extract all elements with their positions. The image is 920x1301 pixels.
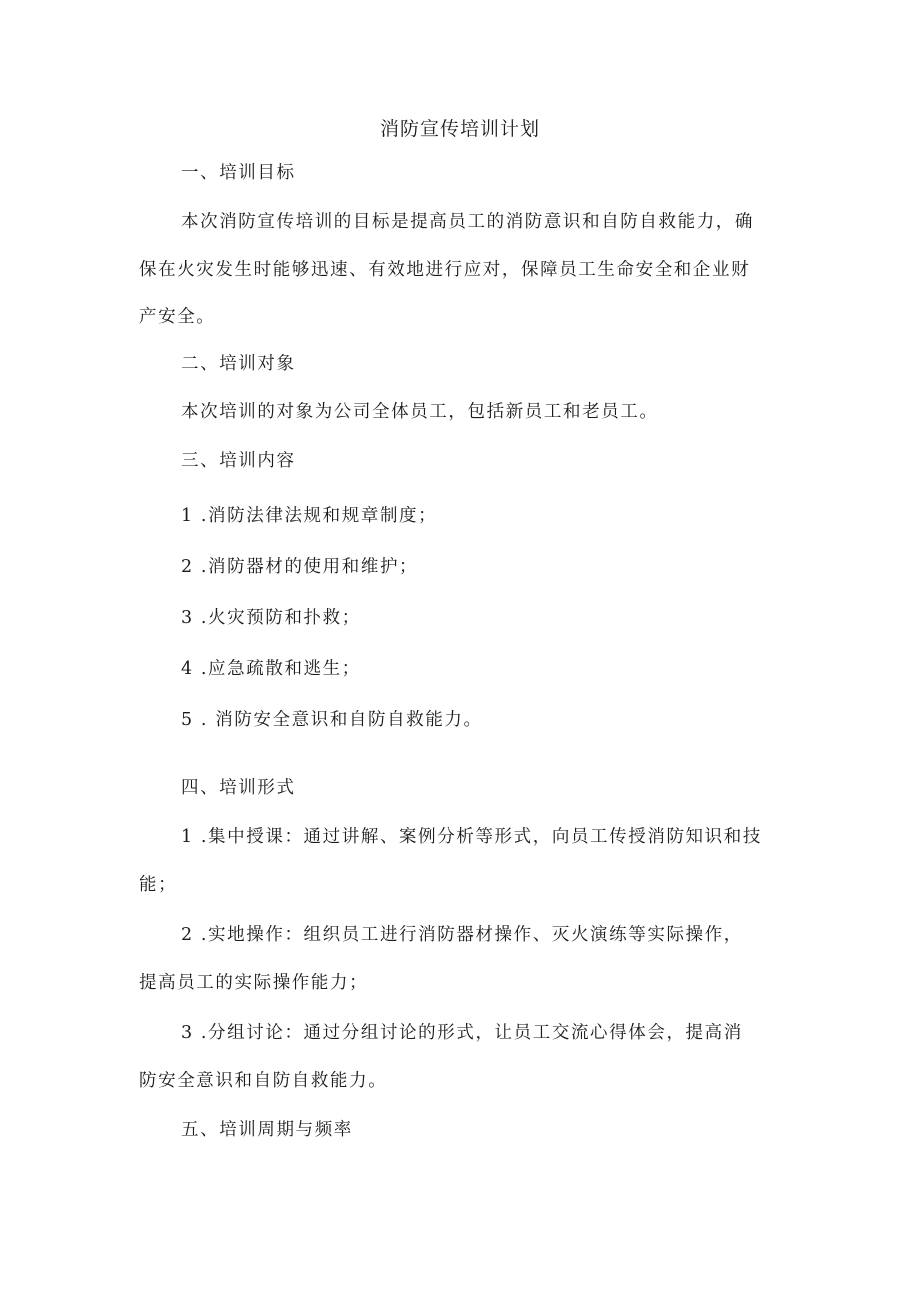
list-item: 2 .实地操作：组织员工进行消防器材操作、灭火演练等实际操作， (181, 925, 743, 945)
document-title: 消防宣传培训计划 (379, 118, 540, 140)
paragraph-line: 产安全。 (139, 307, 216, 327)
section-heading-audience: 二、培训对象 (181, 354, 296, 374)
list-item: 3 .分组讨论：通过分组讨论的形式，让员工交流心得体会，提高消 (181, 1023, 743, 1043)
list-item: 1 .消防法律法规和规章制度； (181, 506, 438, 526)
section-heading-schedule: 五、培训周期与频率 (181, 1120, 353, 1140)
list-item-continuation: 能； (139, 875, 178, 895)
list-item-continuation: 防安全意识和自防自救能力。 (139, 1071, 388, 1091)
list-item: 1 .集中授课：通过讲解、案例分析等形式，向员工传授消防知识和技 (181, 827, 762, 847)
section-heading-content: 三、培训内容 (181, 451, 296, 471)
section-heading-format: 四、培训形式 (181, 778, 296, 798)
list-item-continuation: 提高员工的实际操作能力； (139, 973, 369, 993)
list-item: 2 .消防器材的使用和维护； (181, 557, 419, 577)
list-item: 4 .应急疏散和逃生； (181, 659, 361, 679)
list-item: 5 . 消防安全意识和自防自救能力。 (181, 710, 483, 730)
paragraph-line: 本次消防宣传培训的目标是提高员工的消防意识和自防自救能力，确 (181, 212, 754, 232)
section-heading-goal: 一、培训目标 (181, 163, 296, 183)
list-item: 3 .火灾预防和扑救； (181, 608, 361, 628)
paragraph-line: 保在火灾发生时能够迅速、有效地进行应对，保障员工生命安全和企业财 (139, 260, 751, 280)
paragraph-line: 本次培训的对象为公司全体员工，包括新员工和老员工。 (181, 402, 659, 422)
